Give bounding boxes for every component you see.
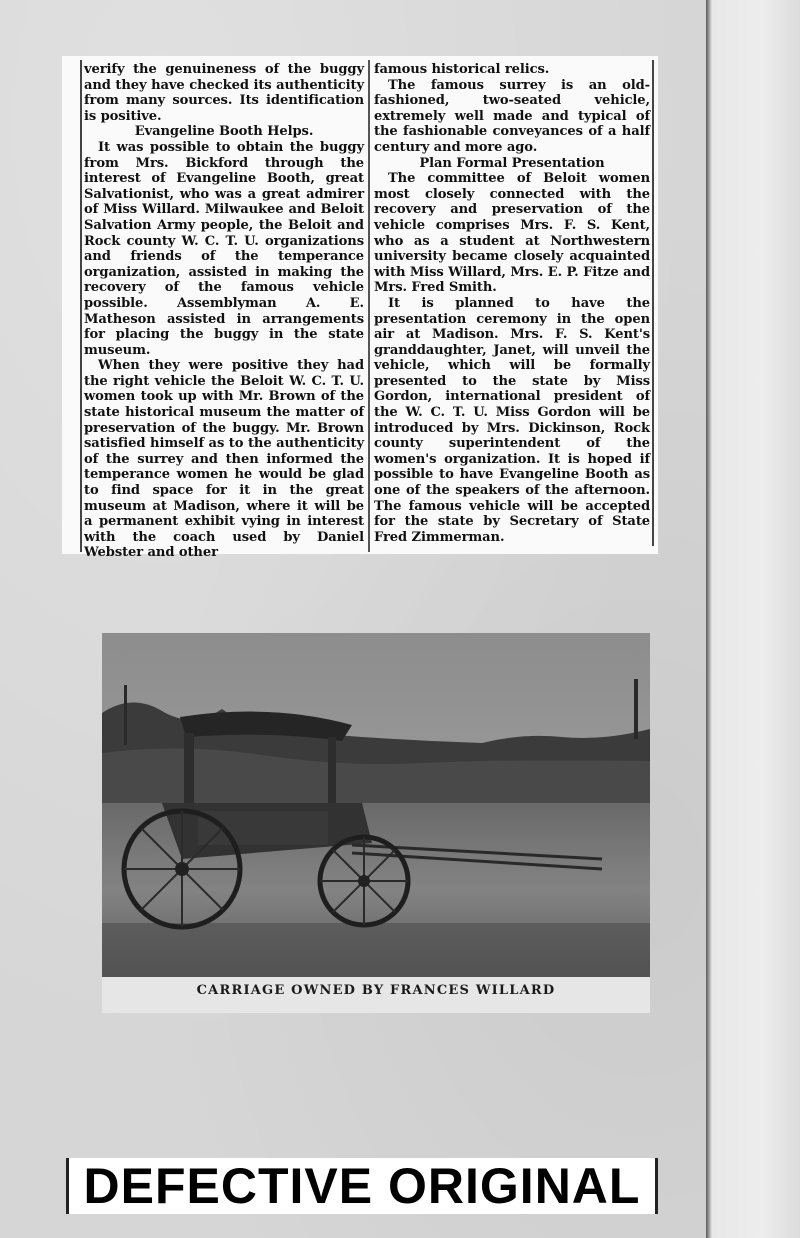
column-rule-left (80, 60, 82, 552)
subheading: Plan Formal Presentation (419, 155, 605, 171)
carriage-photo (102, 633, 650, 977)
article-column-left (84, 62, 364, 561)
paragraph: It was possible to obtain the buggy from Mrs. Bickford through the interest of Evangeline Booth, great Salvationist, who was a great admirer of Miss Willard. Milwaukee and Beloit Salvation Army people, the Beloit and Rock county W. C. T. U. organizations and friends of the temperance organization, assisted in making the recovery of the famous vehicle possible. Assemblyman A. E. Matheson assisted in arrangements for placing the buggy in the state museum. (84, 139, 364, 358)
paragraph: The committee of Beloit women most closely connected with the recovery and preservation of the vehicle comprises Mrs. F. S. Kent, who as a student at Northwestern university became closely acquainted with Miss Willard, Mrs. E. P. Fitze and Mrs. Fred Smith. (374, 171, 650, 296)
paragraph: It is planned to have the presentation ceremony in the open air at Madison. Mrs. F. S. Kent's granddaughter, Janet, will unveil the vehicle, which will be formally presented to the state by Miss Gordon, international president of the W. C. T. U. Miss Gordon will be introduced by Mrs. Dickinson, Rock county superintendent of the women's organization. It is hoped if possible to have Evangeline Booth as one of the speakers of the afternoon. The famous vehicle will be accepted for the state by Secretary of State Fred Zimmerman. (374, 295, 650, 545)
carriage-photo-image (102, 633, 650, 977)
stamp-label: DEFECTIVE ORIGINAL (83, 1158, 641, 1214)
paragraph: The famous surrey is an old-fashioned, two-seated vehicle, extremely well made and typical of the fashionable conveyances of a half century and more ago. (374, 77, 650, 155)
defective-original-stamp (66, 1158, 658, 1214)
paragraph: verify the genuineness of the buggy and they have checked its authenticity from many sources. Its identification is positive. (84, 62, 364, 124)
paragraph: famous historical relics. (374, 62, 550, 77)
subheading: Evangeline Booth Helps. (134, 124, 314, 140)
page-edge (706, 0, 800, 1238)
column-rule-right (652, 60, 654, 546)
photo-card (102, 633, 650, 1013)
article-column-right (374, 62, 650, 548)
column-rule-middle (368, 60, 370, 552)
paragraph: When they were positive they had the right vehicle the Beloit W. C. T. U. women took up with Mr. Brown of the state historical museum the matter of preservation of the buggy. Mr. Brown satisfied himself as to the authenticity of the surrey and then informed the temperance women he would be glad to find space for it in the great museum at Madison, where it will be a permanent exhibit vying in interest with the coach used by Daniel Webster and other (84, 358, 364, 561)
photo-caption: CARRIAGE OWNED BY FRANCES WILLARD (196, 983, 556, 998)
